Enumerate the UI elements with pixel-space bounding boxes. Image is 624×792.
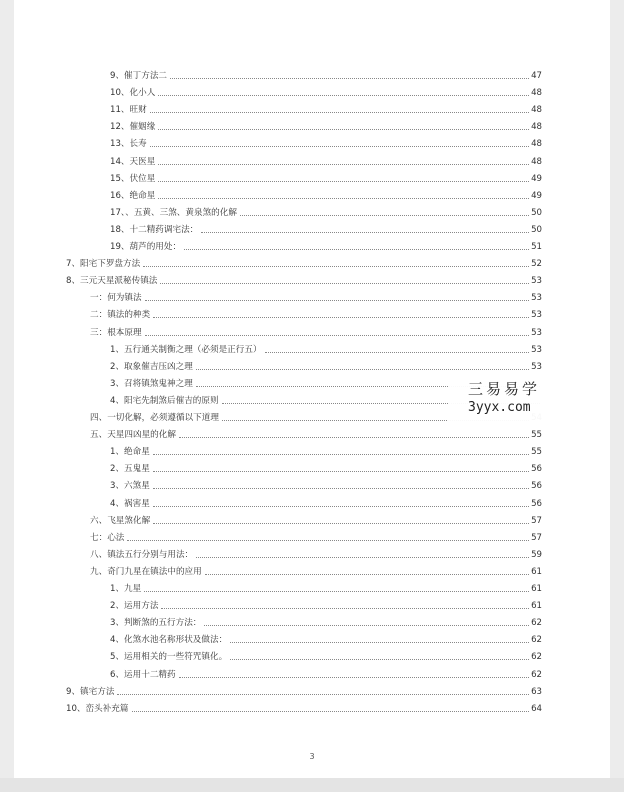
toc-entry-title: 3、召将镇煞鬼神之理 <box>110 378 193 389</box>
toc-entry-title: 6、运用十二精药 <box>110 669 176 680</box>
toc-leader-dots <box>158 118 529 130</box>
toc-entry-title: 1、五行通关制衡之理（必须是正行五） <box>110 344 262 355</box>
toc-entry-title: 9、镇宅方法 <box>66 686 115 697</box>
toc-entry-page: 53 <box>531 310 542 321</box>
toc-leader-dots <box>184 238 529 250</box>
toc-entry[interactable] <box>110 357 542 373</box>
toc-entry[interactable] <box>110 186 542 202</box>
toc-leader-dots <box>179 666 529 678</box>
toc-entry-page: 51 <box>531 242 542 252</box>
toc-entry-title: 二：镇法的种类 <box>90 310 151 321</box>
toc-entry[interactable] <box>90 305 542 321</box>
toc-entry-title: 六、飞星煞化解 <box>90 515 151 526</box>
toc-entry-title: 7、阳宅下罗盘方法 <box>66 259 141 270</box>
toc-entry-title: 16、绝命星 <box>110 190 156 201</box>
toc-entry-page: 56 <box>531 464 542 475</box>
toc-entry-title: 2、取象催吉压凶之理 <box>110 361 193 372</box>
toc-leader-dots <box>230 648 529 660</box>
toc-entry[interactable] <box>66 699 542 715</box>
toc-leader-dots <box>150 135 529 147</box>
toc-leader-dots <box>204 614 529 626</box>
toc-entry[interactable] <box>110 66 542 82</box>
toc-entry-page: 53 <box>531 327 542 338</box>
toc-entry-page: 48 <box>531 88 542 99</box>
toc-entry-page: 61 <box>531 601 542 612</box>
toc-entry-title: 17、、五黄、三煞、黄泉煞的化解 <box>110 207 237 218</box>
toc-entry-page: 64 <box>531 703 542 714</box>
toc-leader-dots <box>132 700 530 712</box>
toc-entry[interactable] <box>110 220 542 236</box>
toc-entry-title: 10、化小人 <box>110 88 156 99</box>
toc-leader-dots <box>230 631 529 643</box>
toc-entry-title: 3、六煞星 <box>110 481 150 492</box>
toc-entry[interactable] <box>110 152 542 168</box>
toc-entry-page: 49 <box>531 173 542 184</box>
toc-entry-page: 50 <box>531 224 542 235</box>
toc-entry[interactable] <box>90 562 542 578</box>
toc-entry[interactable] <box>66 271 542 287</box>
toc-entry[interactable] <box>110 340 542 356</box>
watermark <box>448 374 572 422</box>
toc-entry-page: 57 <box>531 532 542 543</box>
toc-entry-title: 2、运用方法 <box>110 601 159 612</box>
toc-entry-title: 18、十二精药调宅法： <box>110 224 199 235</box>
toc-entry-title: 9、催丁方法二 <box>110 71 168 81</box>
page-number: 3 <box>309 752 315 761</box>
toc-entry[interactable] <box>110 134 542 150</box>
toc-entry-page: 63 <box>531 686 542 697</box>
toc-entry-title: 3、判断煞的五行方法： <box>110 618 202 629</box>
toc-entry-page: 56 <box>531 498 542 509</box>
toc-leader-dots <box>153 495 529 507</box>
toc-entry[interactable] <box>110 647 542 663</box>
toc-entry-page: 61 <box>531 566 542 577</box>
watermark-chinese: 三易易学 <box>468 380 541 398</box>
toc-entry[interactable] <box>110 100 542 116</box>
toc-leader-dots <box>161 597 529 609</box>
toc-entry-page: 52 <box>531 259 542 270</box>
toc-entry-page: 53 <box>531 344 542 355</box>
toc-entry[interactable] <box>110 117 542 133</box>
toc-entry-page: 61 <box>531 584 542 594</box>
toc-entry[interactable] <box>110 613 542 629</box>
toc-leader-dots <box>265 341 530 353</box>
toc-entry-page: 48 <box>531 156 542 167</box>
toc-entry-title: 一：何为镇法 <box>90 293 142 304</box>
toc-entry-page: 48 <box>531 139 542 150</box>
toc-entry-title: 5、运用相关的一些符咒镇化。 <box>110 652 228 663</box>
toc-leader-dots <box>179 426 529 438</box>
watermark-url: 3yyx.com <box>468 400 531 415</box>
toc-entry-page: 57 <box>531 515 542 526</box>
toc-leader-dots <box>150 101 529 113</box>
toc-entry[interactable] <box>110 83 542 99</box>
toc-entry-title: 14、天医星 <box>110 156 156 167</box>
toc-entry-title: 15、伏位星 <box>110 173 156 184</box>
toc-entry[interactable] <box>110 494 542 510</box>
toc-leader-dots <box>196 546 529 558</box>
table-of-contents <box>14 0 610 740</box>
toc-leader-dots <box>144 580 529 592</box>
toc-entry-title: 10、峦头补充篇 <box>66 703 129 714</box>
viewer-bottom-bar <box>0 778 624 792</box>
toc-leader-dots <box>153 460 529 472</box>
toc-entry-title: 4、阳宅先制煞后催吉的原则 <box>110 395 219 406</box>
toc-leader-dots <box>117 683 529 695</box>
toc-entry-title: 8、三元天星派秘传镇法 <box>66 276 158 287</box>
toc-leader-dots <box>145 324 529 336</box>
toc-entry-page: 55 <box>531 430 542 441</box>
toc-leader-dots <box>145 289 529 301</box>
toc-entry-title: 19、葫芦的用处： <box>110 242 182 252</box>
toc-entry-title: 三：根本原理 <box>90 327 142 338</box>
toc-leader-dots <box>153 306 529 318</box>
toc-leader-dots <box>205 563 529 575</box>
toc-entry-page: 47 <box>531 71 542 81</box>
toc-entry-title: 1、绝命星 <box>110 447 150 458</box>
toc-entry[interactable] <box>110 169 542 185</box>
toc-entry-page: 48 <box>531 122 542 133</box>
toc-leader-dots <box>153 512 529 524</box>
toc-entry-page: 59 <box>531 549 542 560</box>
toc-leader-dots <box>158 170 529 182</box>
toc-entry[interactable] <box>110 630 542 646</box>
toc-leader-dots <box>170 67 529 79</box>
toc-leader-dots <box>160 272 529 284</box>
toc-leader-dots <box>240 204 529 216</box>
toc-entry-title: 七：心法 <box>90 532 125 543</box>
toc-entry[interactable] <box>66 254 542 270</box>
toc-entry-page: 50 <box>531 207 542 218</box>
toc-entry[interactable] <box>110 237 542 253</box>
toc-entry[interactable] <box>90 528 542 544</box>
toc-leader-dots <box>196 358 529 370</box>
toc-entry-title: 1、九星 <box>110 584 142 594</box>
toc-entry-page: 62 <box>531 635 542 646</box>
toc-entry-page: 56 <box>531 481 542 492</box>
toc-entry-page: 62 <box>531 669 542 680</box>
toc-leader-dots <box>158 153 529 165</box>
toc-leader-dots <box>143 255 529 267</box>
toc-entry-title: 2、五鬼星 <box>110 464 150 475</box>
toc-entry-title: 九、奇门九星在镇法中的应用 <box>90 566 202 577</box>
toc-entry-page: 62 <box>531 652 542 663</box>
toc-entry-title: 4、祸害星 <box>110 498 150 509</box>
toc-entry[interactable] <box>90 545 542 561</box>
toc-entry[interactable] <box>110 579 542 595</box>
toc-entry-title: 四、一切化解，必须遵循以下道理 <box>90 413 219 423</box>
toc-leader-dots <box>153 477 529 489</box>
toc-entry[interactable] <box>110 596 542 612</box>
toc-entry-page: 53 <box>531 276 542 287</box>
toc-entry-title: 11、旺财 <box>110 105 147 116</box>
toc-leader-dots <box>158 84 529 96</box>
toc-entry[interactable] <box>110 203 542 219</box>
toc-entry-title: 13、长寿 <box>110 139 147 150</box>
toc-leader-dots <box>127 529 529 541</box>
toc-entry[interactable] <box>90 425 542 441</box>
toc-entry-page: 55 <box>531 447 542 458</box>
toc-entry-page: 62 <box>531 618 542 629</box>
toc-entry[interactable] <box>90 511 542 527</box>
toc-entry-page: 49 <box>531 190 542 201</box>
toc-entry-page: 48 <box>531 105 542 116</box>
toc-entry[interactable] <box>66 682 542 698</box>
toc-entry-title: 八、镇法五行分别与用法： <box>90 549 194 560</box>
toc-entry-page: 53 <box>531 293 542 304</box>
toc-entry[interactable] <box>90 323 542 339</box>
toc-entry[interactable] <box>90 288 542 304</box>
toc-entry[interactable] <box>110 459 542 475</box>
toc-entry[interactable] <box>110 665 542 681</box>
toc-leader-dots <box>201 221 529 233</box>
toc-entry-title: 12、催姻缘 <box>110 122 156 133</box>
toc-leader-dots <box>158 187 529 199</box>
toc-entry[interactable] <box>110 442 542 458</box>
toc-entry-title: 4、化煞水池名称形状及做法： <box>110 635 228 646</box>
toc-entry-title: 五、天星四凶星的化解 <box>90 430 176 441</box>
toc-leader-dots <box>153 443 529 455</box>
toc-entry-page: 53 <box>531 361 542 372</box>
toc-entry[interactable] <box>110 476 542 492</box>
